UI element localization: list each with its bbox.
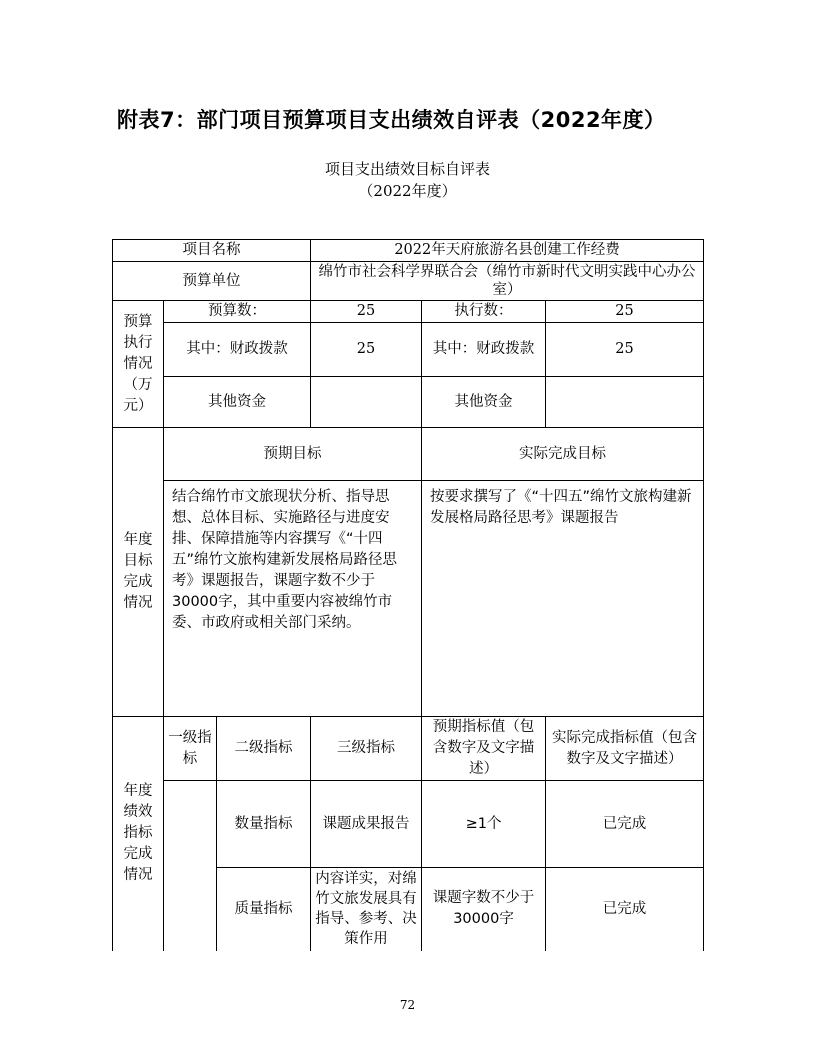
level3-cell: 内容详实，对绵竹文旅发展具有指导、参考、决策作用 (311, 868, 422, 951)
goals-content-row (113, 481, 704, 717)
budget-total-row (113, 301, 704, 323)
budget-section-label: 预算执行情况（万元） (113, 301, 164, 428)
budget-amount-label: 预算数： (164, 301, 311, 323)
level1-header: 一级指标 (164, 717, 217, 781)
other-exec-value (546, 377, 704, 428)
level2-header: 二级指标 (217, 717, 311, 781)
form-year: （2022年度） (358, 182, 457, 200)
budget-unit-row (113, 262, 704, 301)
actual-value-header: 实际完成指标值（包含数字及文字描述） (546, 717, 704, 781)
goals-section-label: 年度目标完成情况 (113, 428, 164, 717)
form-title: 项目支出绩效目标自评表 (324, 160, 490, 178)
goals-header-row (113, 428, 704, 481)
other-exec-label: 其他资金 (422, 377, 546, 428)
level1-cell (164, 781, 217, 951)
indicator-section-label: 年度绩效指标完成情况 (113, 717, 164, 951)
fiscal-row (113, 323, 704, 377)
budget-unit-label: 预算单位 (113, 262, 311, 301)
actual-value-cell: 已完成 (546, 781, 704, 868)
project-name-value: 2022年天府旅游名县创建工作经费 (311, 240, 704, 262)
expected-value-cell: ≥1个 (422, 781, 546, 868)
other-budget-value (311, 377, 422, 428)
level3-cell: 课题成果报告 (311, 781, 422, 868)
fiscal-exec-value: 25 (546, 323, 704, 377)
budget-amount-value: 25 (311, 301, 422, 323)
budget-unit-value: 绵竹市社会科学界联合会（绵竹市新时代文明实践中心办公室） (311, 262, 704, 301)
fiscal-exec-label: 其中：财政拨款 (422, 323, 546, 377)
fiscal-budget-label: 其中：财政拨款 (164, 323, 311, 377)
level3-header: 三级指标 (311, 717, 422, 781)
other-budget-label: 其他资金 (164, 377, 311, 428)
actual-goal-text: 按要求撰写了《“十四五”绵竹文旅构建新发展格局路径思考》课题报告 (422, 481, 704, 717)
exec-amount-label: 执行数： (422, 301, 546, 323)
exec-amount-value: 25 (546, 301, 704, 323)
expected-goal-header: 预期目标 (164, 428, 422, 481)
page-number: 72 (399, 998, 416, 1012)
indicator-row (113, 781, 704, 868)
expected-value-cell: 课题字数不少于30000字 (422, 868, 546, 951)
expected-goal-text: 结合绵竹市文旅现状分析、指导思想、总体目标、实施路径与进度安排、保障措施等内容撰写《“十四五”绵竹文旅构建新发展格局路径思考》课题报告，课题字数不少于30000字，其中重要内容被绵竹市委、市政府或相关部门采纳。 (164, 481, 422, 717)
actual-goal-header: 实际完成目标 (422, 428, 704, 481)
performance-table (112, 239, 704, 951)
level2-cell: 质量指标 (217, 868, 311, 951)
indicator-header-row (113, 717, 704, 781)
project-name-row (113, 240, 704, 262)
actual-value-cell: 已完成 (546, 868, 704, 951)
other-funds-row (113, 377, 704, 428)
project-name-label: 项目名称 (113, 240, 311, 262)
fiscal-budget-value: 25 (311, 323, 422, 377)
page-heading: 附表7：部门项目预算项目支出绩效自评表（2022年度） (117, 108, 666, 132)
expected-value-header: 预期指标值（包含数字及文字描述） (422, 717, 546, 781)
level2-cell: 数量指标 (217, 781, 311, 868)
